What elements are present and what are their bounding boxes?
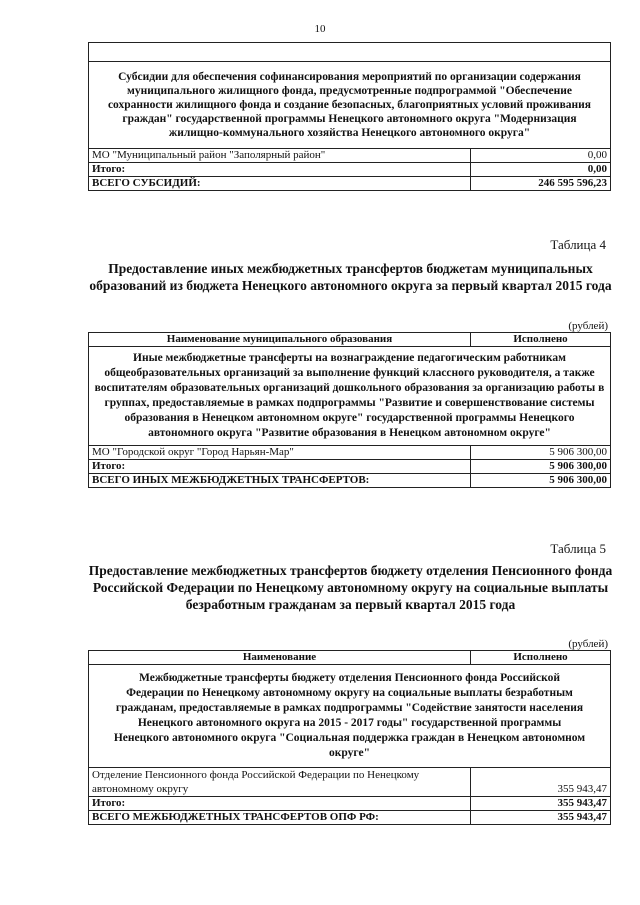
subsidies-table: [88, 42, 611, 191]
total-value: 5 906 300,00: [471, 460, 611, 474]
table4-number: Таблица 4: [550, 237, 606, 252]
table-top-row: [89, 43, 611, 62]
column-header-value: Исполнено: [471, 651, 611, 665]
grand-total-value: 246 595 596,23: [471, 177, 611, 191]
total-row: [89, 460, 611, 474]
table4: [88, 332, 611, 488]
table5-number: Таблица 5: [550, 541, 606, 556]
row-value: 5 906 300,00: [471, 446, 611, 460]
section-description-row: [89, 665, 611, 768]
table-row: [89, 768, 611, 797]
column-header-value: Исполнено: [471, 333, 611, 347]
table4-title: Предоставление иных межбюджетных трансфертов бюджетам муниципальных образований из бюджета Ненецкого автономного округа за первый квартал 2015 года: [89, 261, 612, 293]
table5-units: (рублей): [568, 638, 608, 650]
column-header-name: Наименование муниципального образования: [89, 333, 471, 347]
page-number: 10: [314, 23, 326, 35]
grand-total-label: ВСЕГО ИНЫХ МЕЖБЮДЖЕТНЫХ ТРАНСФЕРТОВ:: [89, 474, 471, 488]
section-description: Межбюджетные трансферты бюджету отделения Пенсионного фонда Российской Федерации по Ненецкому автономному округу на социальные выплаты безработным гражданам, предоставляемые в рамках подпрограммы "Содействие занятости населения Ненецкого автономного округа на 2015 - 2017 годы" государственной программы Ненецкого автономного округа "Социальная поддержка граждан в Ненецком автономном округе": [89, 665, 611, 768]
section-description-row: [89, 62, 611, 149]
section-description: Иные межбюджетные трансферты на вознаграждение педагогическим работникам общеобразовательных организаций за выполнение функций классного руководителя, а также воспитателям образовательных организаций дошкольного образования за организацию работы в группах, предоставляемые в рамках подпрограммы "Развитие и совершенствование системы образования в Ненецком автономном округе" государственной программы Ненецкого автономного округа "Развитие образования в Ненецком автономном округе": [89, 347, 611, 446]
table4-units: (рублей): [568, 320, 608, 332]
section-description-row: [89, 347, 611, 446]
row-name: МО "Муниципальный район "Заполярный район": [89, 149, 471, 163]
total-row: [89, 163, 611, 177]
grand-total-row: [89, 474, 611, 488]
total-label: Итого:: [89, 797, 471, 811]
row-name: Отделение Пенсионного фонда Российской Федерации по Ненецкому автономному округу: [89, 768, 471, 797]
row-value: 0,00: [471, 149, 611, 163]
row-value: 355 943,47: [471, 768, 611, 797]
grand-total-row: [89, 177, 611, 191]
grand-total-row: [89, 811, 611, 825]
total-value: 0,00: [471, 163, 611, 177]
table4-header-row: [89, 333, 611, 347]
table5-title: Предоставление межбюджетных трансфертов бюджету отделения Пенсионного фонда Российской Федерации по Ненецкому автономному округу на социальные выплаты безработным гражданам за первый квартал 2015 года: [88, 563, 613, 612]
total-value: 355 943,47: [471, 797, 611, 811]
grand-total-label: ВСЕГО МЕЖБЮДЖЕТНЫХ ТРАНСФЕРТОВ ОПФ РФ:: [89, 811, 471, 825]
row-name: МО "Городской округ "Город Нарьян-Мар": [89, 446, 471, 460]
total-label: Итого:: [89, 163, 471, 177]
grand-total-label: ВСЕГО СУБСИДИЙ:: [89, 177, 471, 191]
table5-header-row: [89, 651, 611, 665]
total-label: Итого:: [89, 460, 471, 474]
total-row: [89, 797, 611, 811]
table5: [88, 650, 611, 825]
grand-total-value: 5 906 300,00: [471, 474, 611, 488]
column-header-name: Наименование: [89, 651, 471, 665]
grand-total-value: 355 943,47: [471, 811, 611, 825]
table-row: [89, 149, 611, 163]
section-description: Субсидии для обеспечения софинансирования мероприятий по организации содержания муниципального жилищного фонда, предусмотренные подпрограммой "Обеспечение сохранности жилищного фонда и создание безопасных, благоприятных условий проживания граждан" государственной программы Ненецкого автономного округа "Модернизация жилищно-коммунального хозяйства Ненецкого автономного округа": [89, 62, 611, 149]
table-row: [89, 446, 611, 460]
